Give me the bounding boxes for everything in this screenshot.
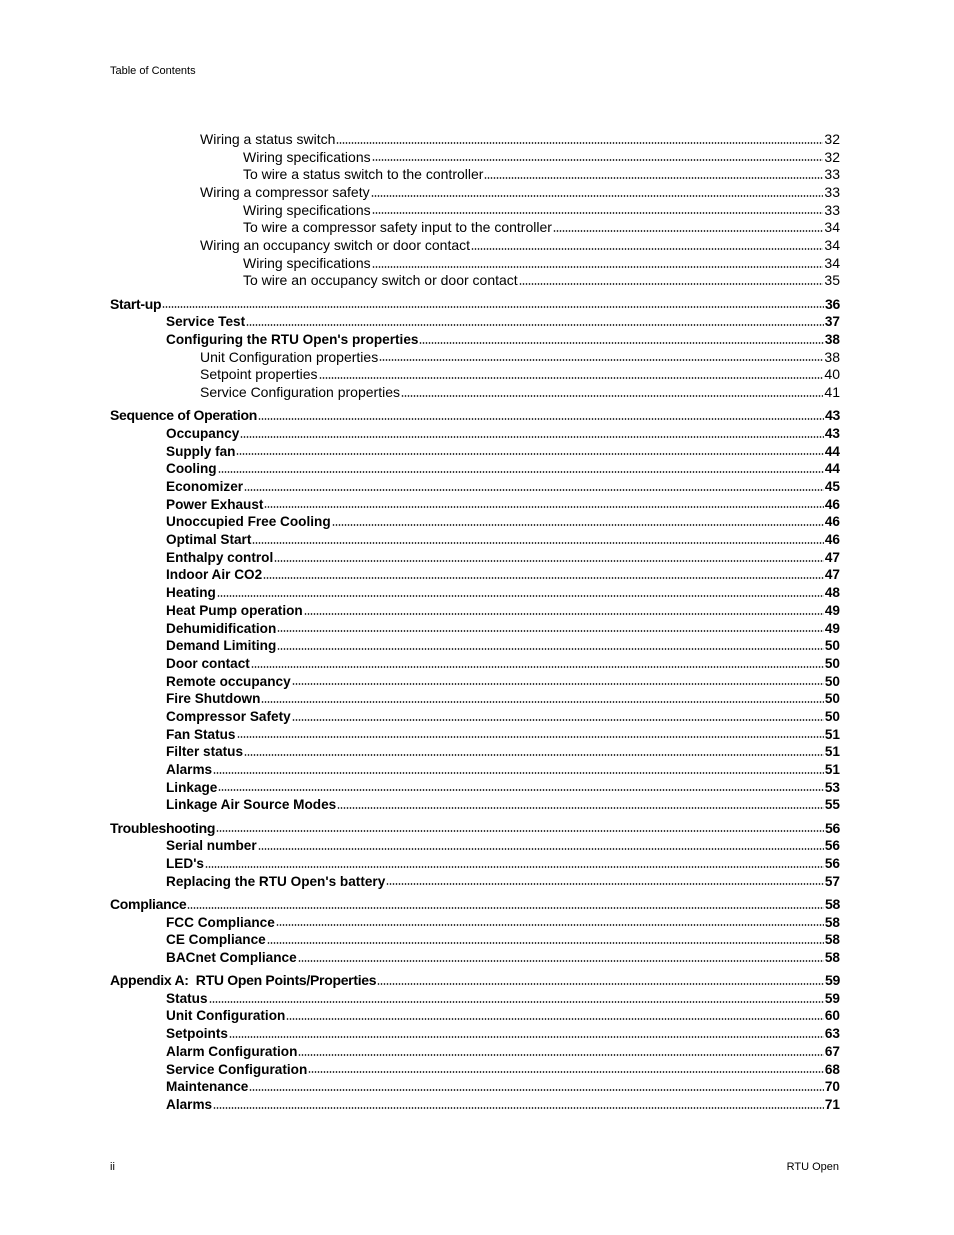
toc-entry-page: 33: [824, 166, 840, 183]
dot-leader: [249, 1088, 824, 1092]
toc-entry-title: Service Configuration properties: [200, 384, 400, 401]
toc-section-title: LED's: [166, 855, 204, 871]
toc-entry-page: 33: [824, 201, 840, 218]
toc-chapter[interactable]: [110, 296, 840, 314]
toc-section-title: Enthalpy control: [166, 549, 274, 565]
toc-section[interactable]: [110, 1008, 840, 1026]
toc-section-title: Fire Shutdown: [166, 691, 261, 707]
toc-section[interactable]: [110, 990, 840, 1008]
toc-entry-title: Unit Configuration properties: [200, 348, 379, 365]
toc-entry[interactable]: [110, 273, 840, 291]
dot-leader: [276, 923, 824, 927]
toc-section-title: Service Test: [166, 314, 246, 330]
toc-entry-page: 40: [824, 366, 840, 383]
toc-section-page: 43: [824, 425, 840, 441]
toc-section[interactable]: [110, 837, 840, 855]
toc-section-title: Unoccupied Free Cooling: [166, 514, 331, 530]
toc-section-title: Indoor Air CO2: [166, 567, 263, 583]
toc-section[interactable]: [110, 1096, 840, 1114]
dot-leader: [218, 788, 824, 792]
toc-section-page: 58: [824, 914, 840, 930]
toc-section-title: Alarms: [166, 1096, 213, 1112]
toc-chapter-title: Compliance: [110, 895, 187, 912]
toc-section-page: 63: [824, 1026, 840, 1042]
dot-leader: [372, 265, 824, 269]
dot-leader: [372, 211, 824, 215]
dot-leader: [319, 376, 824, 380]
dot-leader: [240, 435, 824, 439]
toc-chapter-page: 36: [825, 295, 840, 312]
toc-entry-title: Setpoint properties: [200, 366, 318, 383]
toc-section-title: Serial number: [166, 838, 257, 854]
toc-entry-page: 34: [824, 237, 840, 254]
toc-entry[interactable]: [110, 384, 840, 402]
toc-section-title: Service Configuration: [166, 1061, 308, 1077]
toc-section-page: 48: [824, 585, 840, 601]
dot-leader: [401, 394, 823, 398]
toc-section-title: Linkage Air Source Modes: [166, 797, 337, 813]
toc-entry-title: Wiring specifications: [243, 254, 371, 271]
toc-entry-page: 41: [824, 384, 840, 401]
dot-leader: [261, 700, 823, 704]
toc-section-title: Linkage: [166, 779, 218, 795]
toc-section[interactable]: [110, 460, 840, 478]
toc-section-page: 46: [824, 514, 840, 530]
toc-section-title: Power Exhaust: [166, 496, 264, 512]
toc-section-page: 50: [824, 673, 840, 689]
toc-section[interactable]: [110, 708, 840, 726]
toc-section-title: Configuring the RTU Open's properties: [166, 332, 419, 348]
toc-entry[interactable]: [110, 349, 840, 367]
toc-section[interactable]: [110, 513, 840, 531]
toc-section-title: CE Compliance: [166, 932, 266, 948]
dot-leader: [244, 488, 824, 492]
dot-leader: [187, 906, 824, 910]
toc-entry-page: 32: [824, 130, 840, 147]
dot-leader: [277, 629, 824, 633]
toc-section-page: 51: [824, 762, 840, 778]
toc-section[interactable]: [110, 313, 840, 331]
toc-section-page: 57: [824, 873, 840, 889]
dot-leader: [264, 505, 823, 509]
dot-leader: [277, 647, 824, 651]
toc-section[interactable]: [110, 914, 840, 932]
dot-leader: [484, 176, 823, 180]
dot-leader: [386, 882, 824, 886]
toc-section-page: 59: [824, 990, 840, 1006]
toc-section[interactable]: [110, 549, 840, 567]
toc-section-page: 47: [824, 549, 840, 565]
dot-leader: [244, 753, 824, 757]
toc-section-page: 58: [824, 932, 840, 948]
dot-leader: [419, 341, 823, 345]
dot-leader: [298, 1053, 823, 1057]
dot-leader: [332, 523, 824, 527]
toc-section[interactable]: [110, 620, 840, 638]
toc-section-page: 58: [824, 949, 840, 965]
toc-section[interactable]: [110, 567, 840, 585]
toc-section-page: 49: [824, 620, 840, 636]
toc-section-title: Unit Configuration: [166, 1008, 286, 1024]
toc-section[interactable]: [110, 443, 840, 461]
toc-section-page: 51: [824, 726, 840, 742]
toc-section[interactable]: [110, 637, 840, 655]
toc-section-title: Maintenance: [166, 1079, 249, 1095]
toc-section[interactable]: [110, 1043, 840, 1061]
toc-entry[interactable]: [110, 131, 840, 149]
toc-section-title: Occupancy: [166, 425, 240, 441]
toc-section[interactable]: [110, 873, 840, 891]
toc-entry[interactable]: [110, 219, 840, 237]
toc-chapter-page: 43: [825, 407, 840, 424]
dot-leader: [229, 1035, 824, 1039]
toc-section[interactable]: [110, 531, 840, 549]
toc-entry-title: Wiring a status switch: [200, 130, 336, 147]
dot-leader: [246, 323, 824, 327]
toc-chapter[interactable]: [110, 407, 840, 425]
toc-section-page: 50: [824, 691, 840, 707]
toc-entry-title: To wire a compressor safety input to the controller: [243, 219, 552, 236]
toc-section[interactable]: [110, 761, 840, 779]
dot-leader: [304, 612, 824, 616]
toc-section-title: Economizer: [166, 479, 244, 495]
toc-entry[interactable]: [110, 166, 840, 184]
toc-section-page: 51: [824, 744, 840, 760]
toc-section-title: Heating: [166, 585, 216, 601]
dot-leader: [236, 452, 823, 456]
toc-section-page: 50: [824, 655, 840, 671]
toc-section-title: Supply fan: [166, 443, 236, 459]
toc-section[interactable]: [110, 602, 840, 620]
dot-leader: [471, 247, 823, 251]
dot-leader: [286, 1017, 824, 1021]
toc-chapter-title: Appendix A: RTU Open Points/Properties: [110, 972, 377, 989]
toc-section[interactable]: [110, 1078, 840, 1096]
toc-section-page: 55: [824, 797, 840, 813]
toc-section-page: 56: [824, 855, 840, 871]
toc-section-title: Status: [166, 990, 208, 1006]
toc-section-page: 44: [824, 443, 840, 459]
toc-section[interactable]: [110, 478, 840, 496]
toc-entry-page: 38: [824, 348, 840, 365]
dot-leader: [274, 559, 824, 563]
toc-section[interactable]: [110, 1061, 840, 1079]
toc-section-page: 49: [824, 602, 840, 618]
dot-leader: [218, 470, 824, 474]
toc-chapter-page: 56: [825, 819, 840, 836]
toc-section[interactable]: [110, 796, 840, 814]
toc-chapter-page: 59: [825, 972, 840, 989]
toc-entry-page: 33: [824, 184, 840, 201]
toc-section-title: Replacing the RTU Open's battery: [166, 873, 386, 889]
dot-leader: [267, 941, 824, 945]
toc-section-page: 46: [824, 496, 840, 512]
toc-section-title: FCC Compliance: [166, 914, 275, 930]
dot-leader: [263, 576, 824, 580]
toc-section-page: 50: [824, 638, 840, 654]
toc-section-title: Door contact: [166, 655, 250, 671]
dot-leader: [252, 541, 824, 545]
dot-leader: [216, 829, 824, 833]
toc-chapter-page: 58: [825, 895, 840, 912]
toc-section-page: 45: [824, 479, 840, 495]
toc-section[interactable]: [110, 931, 840, 949]
toc-section-title: Remote occupancy: [166, 673, 291, 689]
dot-leader: [205, 865, 824, 869]
toc-entry-page: 32: [824, 148, 840, 165]
toc-section[interactable]: [110, 673, 840, 691]
dot-leader: [258, 417, 824, 421]
toc-entry-title: Wiring specifications: [243, 201, 371, 218]
dot-leader: [372, 158, 824, 162]
toc-section-title: Compressor Safety: [166, 708, 291, 724]
toc-section-page: 56: [824, 838, 840, 854]
toc-entry-title: Wiring a compressor safety: [200, 184, 370, 201]
toc-entry[interactable]: [110, 202, 840, 220]
toc-section-page: 37: [824, 314, 840, 330]
toc-section[interactable]: [110, 690, 840, 708]
dot-leader: [162, 305, 824, 309]
toc-section-page: 68: [824, 1061, 840, 1077]
toc-entry-title: Wiring specifications: [243, 148, 371, 165]
toc-section-page: 47: [824, 567, 840, 583]
dot-leader: [258, 847, 824, 851]
toc-entry-title: To wire a status switch to the controller: [243, 166, 484, 183]
toc-section[interactable]: [110, 855, 840, 873]
toc-section-page: 50: [824, 708, 840, 724]
toc-chapter-title: Sequence of Operation: [110, 407, 257, 424]
dot-leader: [209, 1000, 824, 1004]
toc-section-page: 38: [824, 332, 840, 348]
running-header: Table of Contents: [110, 65, 196, 77]
toc-section[interactable]: [110, 743, 840, 761]
toc-section-title: Alarm Configuration: [166, 1043, 298, 1059]
dot-leader: [217, 594, 824, 598]
toc-section-title: BACnet Compliance: [166, 949, 297, 965]
dot-leader: [371, 194, 824, 198]
toc-section[interactable]: [110, 779, 840, 797]
dot-leader: [553, 229, 824, 233]
dot-leader: [336, 141, 823, 145]
dot-leader: [213, 771, 824, 775]
toc-section-title: Dehumidification: [166, 620, 277, 636]
toc-entry-title: To wire an occupancy switch or door contact: [243, 272, 518, 289]
toc-section-title: Fan Status: [166, 726, 236, 742]
toc-chapter-title: Start-up: [110, 295, 162, 312]
toc-entry[interactable]: [110, 184, 840, 202]
toc-entry[interactable]: [110, 366, 840, 384]
toc-chapter[interactable]: [110, 972, 840, 990]
dot-leader: [237, 735, 824, 739]
toc-entry-page: 34: [824, 254, 840, 271]
toc-section-title: Optimal Start: [166, 532, 252, 548]
footer-page-number: ii: [110, 1161, 115, 1173]
dot-leader: [377, 982, 824, 986]
toc-entry-page: 34: [824, 219, 840, 236]
dot-leader: [213, 1106, 824, 1110]
dot-leader: [337, 806, 824, 810]
toc-section[interactable]: [110, 331, 840, 349]
toc-entry[interactable]: [110, 237, 840, 255]
toc-entry[interactable]: [110, 149, 840, 167]
dot-leader: [251, 665, 824, 669]
toc-section-title: Setpoints: [166, 1026, 228, 1042]
toc-section-page: 53: [824, 779, 840, 795]
table-of-contents: [110, 131, 840, 1114]
toc-entry-page: 35: [824, 272, 840, 289]
footer-document-title: RTU Open: [786, 1161, 839, 1173]
toc-section-title: Cooling: [166, 461, 217, 477]
toc-entry-title: Wiring an occupancy switch or door contact: [200, 237, 471, 254]
toc-section[interactable]: [110, 1025, 840, 1043]
toc-chapter[interactable]: [110, 896, 840, 914]
toc-section-page: 46: [824, 532, 840, 548]
toc-section[interactable]: [110, 584, 840, 602]
dot-leader: [519, 282, 824, 286]
toc-section-page: 67: [824, 1043, 840, 1059]
toc-section-page: 44: [824, 461, 840, 477]
toc-section-title: Demand Limiting: [166, 638, 277, 654]
toc-section-title: Heat Pump operation: [166, 602, 303, 618]
dot-leader: [292, 718, 824, 722]
toc-section[interactable]: [110, 425, 840, 443]
toc-chapter[interactable]: [110, 820, 840, 838]
dot-leader: [379, 358, 823, 362]
toc-section[interactable]: [110, 655, 840, 673]
dot-leader: [308, 1070, 824, 1074]
toc-section-page: 71: [824, 1096, 840, 1112]
toc-section[interactable]: [110, 726, 840, 744]
toc-section[interactable]: [110, 496, 840, 514]
toc-section-title: Alarms: [166, 762, 213, 778]
toc-section-page: 70: [824, 1079, 840, 1095]
toc-section-title: Filter status: [166, 744, 244, 760]
toc-section[interactable]: [110, 949, 840, 967]
dot-leader: [298, 959, 824, 963]
toc-entry[interactable]: [110, 255, 840, 273]
toc-chapter-title: Troubleshooting: [110, 819, 216, 836]
toc-section-page: 60: [824, 1008, 840, 1024]
dot-leader: [292, 682, 824, 686]
